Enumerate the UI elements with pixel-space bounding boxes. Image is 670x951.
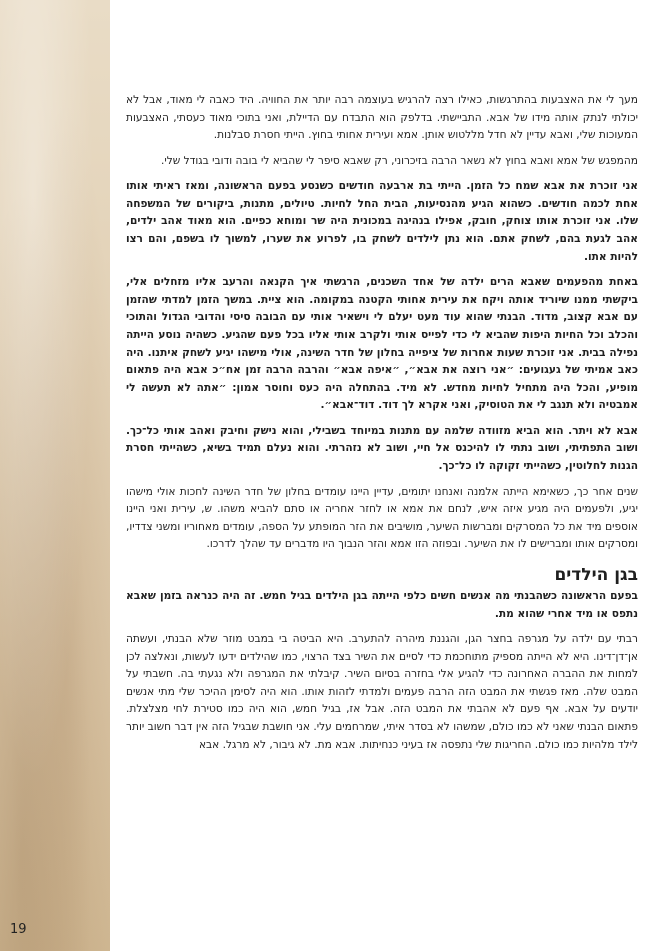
decorative-parchment-strip: [0, 0, 110, 951]
paragraph-years-later: שנים אחר כך, כשאימא הייתה אלמנה ואנחנו יתומים, עדיין היינו עומדים בחלון של חדר השינה לחכות אולי מישהו יגיע, ולפעמים היה מגיע איזה איש, לנחם את אמא או לחזר אחריה או סתם להביא משהו. ש, עירית ואני היינו אוספים מיד את כל המסרקים ומברשות השיער, מושיבים את הזר המופתע על הספה, עומדים מאחוריו ומשני צדדיו, ומסרקים אותו ומברישים לו את השיער. ובפוזה הזו אמא והזר הנבוך היו מדברים עד שהלך לדרכו.: [126, 485, 638, 551]
paragraph-parents-meeting: מהמפגש של אמא ואבא בחוץ לא נשאר הרבה בזיכרוני, רק שאבא סיפר לי שהביא לי בובה ודובי בגודל שלי.: [160, 154, 638, 167]
section-lead: בפעם הראשונה כשהבנתי מה אנשים חשים כלפי הייתה בגן הילדים בגיל חמש. זה היה כנראה בזמן שאבא נתפס או מיד אחרי שהוא מת.: [126, 589, 638, 620]
paragraph-father-happy: אני זוכרת את אבא שמח כל הזמן. הייתי בת ארבעה חודשים כשנסע בפעם הראשונה, ומאז ראיתי אותו אחת לכמה חודשים. כשהוא הגיע מהנסיעות, הבית החל לחיות. טיולים, מתנות, ביקורים של המשפחה שלו. אני זוכרת אותו צוחק, חובק, אפילו בנהיגה במכונית היה שר ומוחא כפיים. הוא מאוד אהב ילדים, אהב לגעת בהם, לשחק אתם. הוא נתן לילדים לשחק בו, לפרוע את שערו, למשוך לו בשפם, והם רצו להיות אתו.: [126, 180, 638, 263]
paragraph-suitcase: אבא לא ויתר. הוא הביא מזוודה שלמה עם מתנות במיוחד בשבילי, והוא נישק וחיבק ואהב אותי כל־כך. ושוב התפתיתי, ושוב נתתי לו להיכנס אל חיי, ושוב לא נזהרתי. והוא נעלם תמיד בשיא, כשהייתי חסרת הגנות לחלוטין, כשהייתי זקוקה לו כל־כך.: [126, 424, 638, 472]
paragraph-jealousy: באחת מהפעמים שאבא הרים ילדה של אחד השכנים, הרגשתי איך הקנאה והרעב אליו מזחלים אלי, ביקשתי ממנו שיוריד אותה ויקח את עירית אחותי הקטנה במקומה. הוא ציית. במשך הזמן למדתי שהזמן עם אבא קצוב, מדוד. הבנתי שהוא עוד מעט יעלם לי וישאיר אותי עם הבובה סיסי והדובי הגדול והתוכי והכלב וכל החיות היפות שהביא לי כדי לפייס אותי ולקרב אותי אליו בכל פעם שהגיע. כשהיה נוסע הייתה נפילה בבית. אני זוכרת שעות אחרות של ציפייה בחלון של חדר השינה, אולי מישהו יגיע לשחק איתנו. היה כאב אמיתי של געגועים: ״אני רוצה את אבא״, ״איפה אבא״ והרבה הרבה זמן אח״כ אבא היה פתאום מופיע, והכל היה מתחיל לחיות מחדש. לא מיד. בהתחלה היה כעס וחוסר אמון: ״אתה לא תעשה לי אמבטיה ולא תנגב לי את הטוסיק, ואני אקרא לך דוד. דוד־אבא״.: [126, 276, 638, 412]
section-heading: בגן הילדים: [554, 564, 638, 585]
section-body: רבתי עם ילדה על מגרפה בחצר הגן, והגננת מיהרה להתערב. היא הביטה בי במבט מוזר שלא הבנתי, ועשתה אן־דן־דינו. היא לא הייתה מספיק מתוחכמת כדי לסיים את השיר בצד הרצוי, כמו שהילדים ידעו לעשות, ונאלצה לכן למחות את ההברה האחרונה כדי להגיע אלי בחזרה בסיום השיר. קיבלתי את המגרפה ולא נגעתי בה. חשבתי על המבט שלה. מאז פגשתי את המבט הזה הרבה פעמים ולמדתי לזהות אותו. הוא היה לסימן ההיכר שלי מתי אנשים יודעים על אבא. אף פעם לא אהבתי את המבט הזה. אבל אז, בגיל חמש, הוא היה כמו סטירת לחי מצלצלת. פתאום הבנתי שאני לא כמו כולם, שמשהו לא בסדר איתי, שמרחמים עלי. אני חושבת שבגיל הזה אין דבר חשוב יותר לילד מלהיות כמו כולם. החריגות שלי נתפסה אז בעיני כנחיתות. אבא מת. לא גיבור, לא מרגל. אבא: [126, 633, 638, 751]
paragraph-airport: מעך לי את האצבעות בהתרגשות, כאילו רצה להרגיש בעוצמה רבה יותר את החוויה. היד כאבה לי מאוד, אבל לא יכולתי לנתק אותה מידו של אבא. התביישתי. בדלפק הוא התבדח עם הדיילת, ואני בתוכי מאוד כעסתי, האצבעות המעוכות שלי, ואבא עדיין לא חדל מללטוש אותן. אמא ועירית אחותי בחוץ. הייתי חסרת סבלנות.: [126, 94, 638, 142]
page-body: [126, 92, 638, 762]
page-number: 19: [10, 922, 27, 937]
